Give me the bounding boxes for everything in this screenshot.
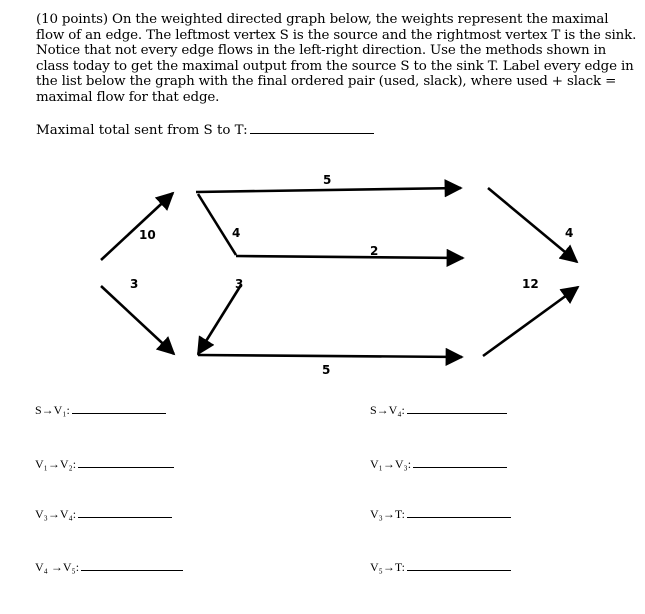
- edge-v2-v1: [198, 285, 241, 354]
- weight-s-v2: 3: [130, 277, 139, 291]
- weight-v5-t: 12: [522, 277, 539, 291]
- weight-s-v1: 10: [139, 228, 156, 242]
- edge-entry-label: S→V₄:: [370, 403, 405, 417]
- edge-entry-label: V₄ →V₅:: [35, 560, 80, 574]
- weight-v1-v2: 4: [232, 226, 241, 240]
- edge-entry-label: V₁→V₂:: [35, 457, 77, 471]
- weight-v2-v3: 2: [370, 244, 379, 258]
- edge-entry: [35, 560, 183, 575]
- weight-v1-v4: 5: [323, 173, 332, 187]
- answer-blank[interactable]: [78, 457, 174, 468]
- answer-blank[interactable]: [72, 403, 166, 414]
- edge-entry-label: V₅→T:: [370, 560, 405, 574]
- edge-v2-v3: [236, 256, 463, 258]
- edge-entry: [370, 560, 511, 575]
- edge-v4-v5: [488, 188, 577, 262]
- edge-entry: [35, 403, 166, 418]
- edge-v5-t: [483, 287, 578, 356]
- edge-entry: [370, 403, 507, 418]
- edge-entry-label: V₃→T:: [370, 507, 405, 521]
- weight-v4-v5: 4: [565, 226, 574, 240]
- edge-s-v1: [101, 193, 173, 260]
- edge-v1-v2: [198, 194, 236, 255]
- edge-entry-label: V₃→V₄:: [35, 507, 77, 521]
- edge-entry-label: V₁→V₃:: [370, 457, 412, 471]
- answer-blank[interactable]: [407, 507, 511, 518]
- edge-v2-v3-lower: [198, 355, 462, 357]
- edge-entry: [35, 457, 174, 472]
- problem-statement: (10 points) On the weighted directed graph below, the weights represent the maximal flow of an edge. The leftmost vertex S is the source and the rightmost vertex T is the sink. Notice that not every edge flows in the left-right direction. Use the methods shown in class today to get the maximal output from the source S to the sink T. Label every edge in the list below the graph with the final ordered pair (used, slack), where used + slack = maximal flow for that edge.: [36, 12, 637, 105]
- maximal-total-label: Maximal total sent from S to T:: [36, 123, 248, 138]
- answer-blank[interactable]: [413, 457, 507, 468]
- weight-v2-v1: 3: [235, 277, 244, 291]
- edge-entry: [35, 507, 172, 522]
- edge-s-v2: [101, 286, 174, 354]
- answer-blank[interactable]: [407, 403, 507, 414]
- edge-entry: [370, 457, 507, 472]
- edge-entry-label: S→V₁:: [35, 403, 70, 417]
- answer-blank[interactable]: [81, 560, 183, 571]
- answer-blank[interactable]: [78, 507, 172, 518]
- edge-v1-v4: [196, 188, 461, 192]
- weight-v3-v4: 5: [322, 363, 331, 377]
- answer-blank[interactable]: [407, 560, 511, 571]
- edge-entry: [370, 507, 511, 522]
